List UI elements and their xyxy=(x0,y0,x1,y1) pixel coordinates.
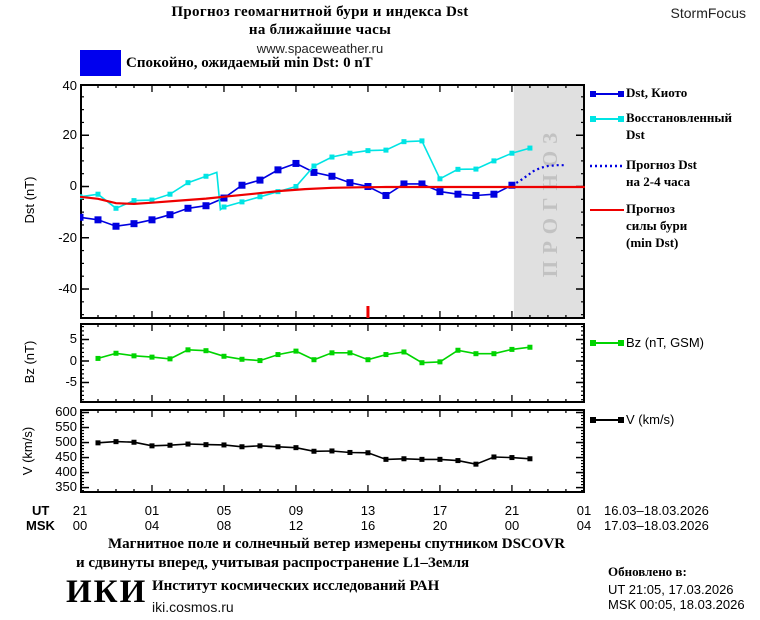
x-tick-label: 08 xyxy=(216,518,232,533)
y-tick-label: 0 xyxy=(69,178,77,193)
y-tick-label: 550 xyxy=(55,419,77,434)
x-tick-label: 01 xyxy=(576,503,592,518)
x-tick-label: 16 xyxy=(360,518,376,533)
x-tick-label: 00 xyxy=(504,518,520,533)
legend-swatch-v xyxy=(590,414,624,426)
y-tick-label: -5 xyxy=(65,374,77,389)
y-tick-label: 500 xyxy=(55,434,77,449)
iki-logo: ИКИ xyxy=(66,574,148,610)
institute-site: iki.cosmos.ru xyxy=(152,599,234,615)
date-range-msk: 17.03–18.03.2026 xyxy=(604,518,709,533)
institute-name: Институт космических исследований РАН xyxy=(152,578,440,594)
dst-chart xyxy=(80,84,585,319)
y-tick-label: 0 xyxy=(69,353,77,368)
x-tick-label: 04 xyxy=(144,518,160,533)
legend-label: V (km/s) xyxy=(626,412,675,427)
updated-ut: UT 21:05, 17.03.2026 xyxy=(608,582,734,597)
footer-note-line2: и сдвинуты вперед, учитывая распространение L1–Земля xyxy=(76,555,470,571)
legend-swatch-dst-kyoto xyxy=(590,88,624,100)
v-chart xyxy=(80,409,585,493)
x-tick-label: 13 xyxy=(360,503,376,518)
x-tick-label: 20 xyxy=(432,518,448,533)
y-tick-label: 20 xyxy=(62,127,77,142)
legend-label: Dst, Киото xyxy=(626,85,688,100)
series-bz xyxy=(95,345,532,365)
legend-label: силы бури xyxy=(626,218,688,233)
y-tick-label: 40 xyxy=(62,78,77,93)
ut-row-label: UT xyxy=(32,503,50,518)
legend-label: Dst xyxy=(626,127,645,142)
updated-msk: MSK 00:05, 18.03.2026 xyxy=(608,597,745,612)
v-axis-title: V (km/s) xyxy=(20,426,35,476)
brand-label: StormFocus xyxy=(670,5,746,21)
x-tick-label: 00 xyxy=(72,518,88,533)
x-tick-label: 17 xyxy=(432,503,448,518)
legend-label: Прогноз xyxy=(626,201,675,216)
y-tick-label: -20 xyxy=(58,230,77,245)
y-tick-label: 350 xyxy=(55,479,77,494)
y-tick-label: -40 xyxy=(58,281,77,296)
legend-label: (min Dst) xyxy=(626,235,679,250)
series-storm-forecast xyxy=(80,187,585,204)
page-subtitle: на ближайшие часы xyxy=(248,22,392,38)
footer-note-line1: Магнитное поле и солнечный ветер измерены спутником DSCOVR xyxy=(108,536,566,552)
series-dst-kyoto xyxy=(80,160,515,230)
legend-swatch-dst-reconstructed xyxy=(590,113,624,125)
legend-swatch-dst-forecast xyxy=(590,160,624,172)
series-dst-reconstructed xyxy=(80,138,532,210)
date-range-ut: 16.03–18.03.2026 xyxy=(604,503,709,518)
y-tick-label: 600 xyxy=(55,404,77,419)
x-tick-label: 21 xyxy=(72,503,88,518)
x-tick-label: 05 xyxy=(216,503,232,518)
x-tick-label: 21 xyxy=(504,503,520,518)
legend-swatch-storm-forecast xyxy=(590,204,624,216)
y-tick-label: 400 xyxy=(55,464,77,479)
legend-swatch-bz xyxy=(590,337,624,349)
bz-chart xyxy=(80,323,585,403)
y-tick-label: 5 xyxy=(69,331,77,346)
x-tick-label: 01 xyxy=(144,503,160,518)
x-tick-label: 12 xyxy=(288,518,304,533)
series-v xyxy=(95,439,532,467)
msk-row-label: MSK xyxy=(26,518,55,533)
dst-axis-title: Dst (nT) xyxy=(22,176,37,224)
status-color-swatch xyxy=(80,50,121,76)
legend-label: Восстановленный xyxy=(626,110,732,125)
legend-label: Bz (nT, GSM) xyxy=(626,335,705,350)
header xyxy=(60,4,580,56)
site-url: www.spaceweather.ru xyxy=(256,41,384,56)
forecast-watermark: ПРОГНОЗ xyxy=(537,125,562,278)
x-tick-label: 09 xyxy=(288,503,304,518)
page-title: Прогноз геомагнитной бури и индекса Dst xyxy=(171,4,469,20)
x-tick-label: 04 xyxy=(576,518,592,533)
panel-border xyxy=(81,324,584,402)
legend-label: Прогноз Dst xyxy=(626,157,697,172)
legend-label: на 2-4 часа xyxy=(626,174,691,189)
status-text: Спокойно, ожидаемый min Dst: 0 nT xyxy=(126,55,373,71)
y-tick-label: 450 xyxy=(55,449,77,464)
bz-axis-title: Bz (nT) xyxy=(22,340,37,384)
updated-title: Обновлено в: xyxy=(608,564,687,579)
